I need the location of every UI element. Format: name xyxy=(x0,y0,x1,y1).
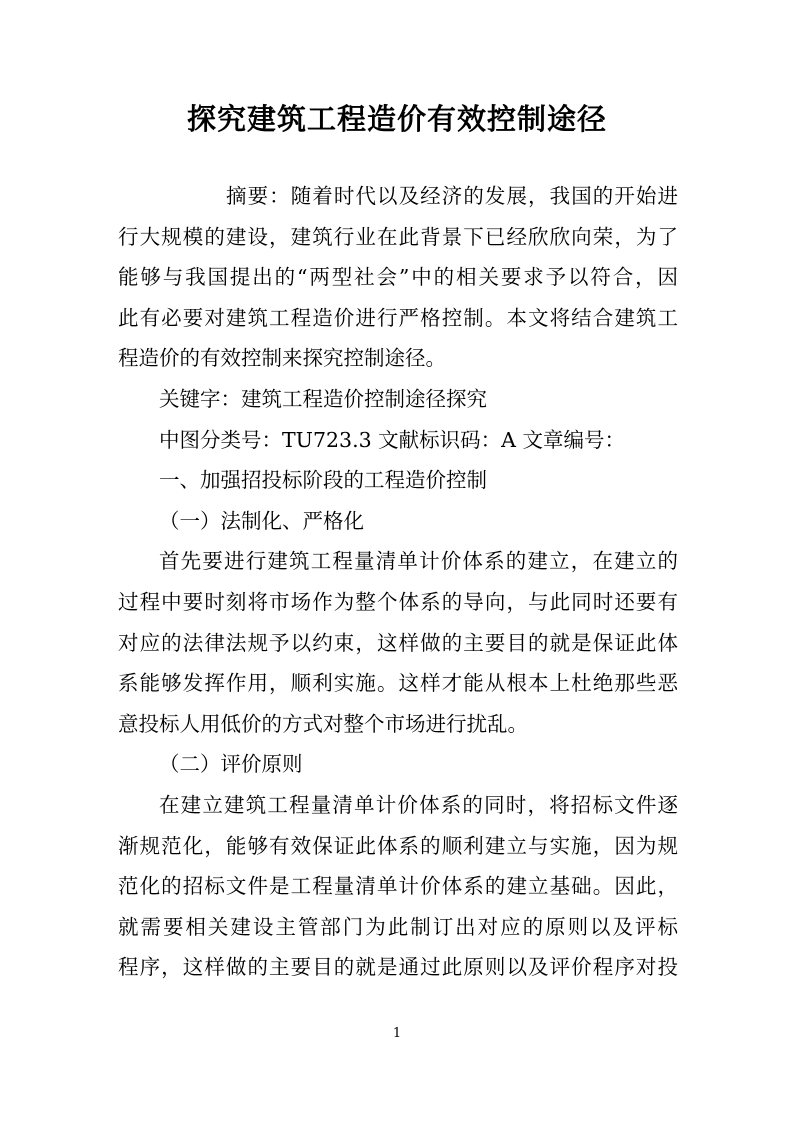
document-body xyxy=(118,176,678,988)
subsection-heading-2: （二）评价原则 xyxy=(159,752,303,777)
page-number: 1 xyxy=(392,1026,402,1041)
paragraph-1-line-5: 意投标人用低价的方式对整个市场进行扰乱。 xyxy=(118,711,528,736)
abstract-line-3: 能够与我国提出的“两型社会”中的相关要求予以符合，因 xyxy=(118,265,678,290)
paragraph-2-line-1: 在建立建筑工程量清单计价体系的同时，将招标文件逐 xyxy=(159,792,678,817)
paragraph-2-line-2: 渐规范化，能够有效保证此体系的顺利建立与实施，因为规 xyxy=(118,833,678,858)
abstract-line-5: 程造价的有效控制来探究控制途径。 xyxy=(118,346,446,371)
abstract-line-4: 此有必要对建筑工程造价进行严格控制。本文将结合建筑工 xyxy=(118,305,678,330)
abstract-line-1: 摘要：随着时代以及经济的发展，我国的开始进 xyxy=(226,184,678,208)
keywords-line: 关键字：建筑工程造价控制途径探究 xyxy=(159,386,487,411)
paragraph-2-line-4: 就需要相关建设主管部门为此制订出对应的原则以及评标 xyxy=(118,914,678,939)
paragraph-1-line-3: 对应的法律法规予以约束，这样做的主要目的就是保证此体 xyxy=(118,630,678,655)
classification-line: 中图分类号：TU723.3 文献标识码：A 文章编号： xyxy=(159,427,625,452)
paragraph-1-line-2: 过程中要时刻将市场作为整个体系的导向，与此同时还要有 xyxy=(118,589,678,614)
paragraph-1-line-4: 系能够发挥作用，顺利实施。这样才能从根本上杜绝那些恶 xyxy=(118,671,678,696)
abstract-line-2: 行大规模的建设，建筑行业在此背景下已经欣欣向荣，为了 xyxy=(118,224,678,249)
paragraph-2-line-5: 程序，这样做的主要目的就是通过此原则以及评价程序对投 xyxy=(118,955,678,980)
paragraph-1-line-1: 首先要进行建筑工程量清单计价体系的建立，在建立的 xyxy=(159,549,678,574)
paragraph-2-line-3: 范化的招标文件是工程量清单计价体系的建立基础。因此， xyxy=(118,874,678,899)
section-heading-1: 一、加强招投标阶段的工程造价控制 xyxy=(159,468,487,493)
document-title: 探究建筑工程造价有效控制途径 xyxy=(186,102,607,136)
subsection-heading-1: （一）法制化、严格化 xyxy=(159,508,364,533)
